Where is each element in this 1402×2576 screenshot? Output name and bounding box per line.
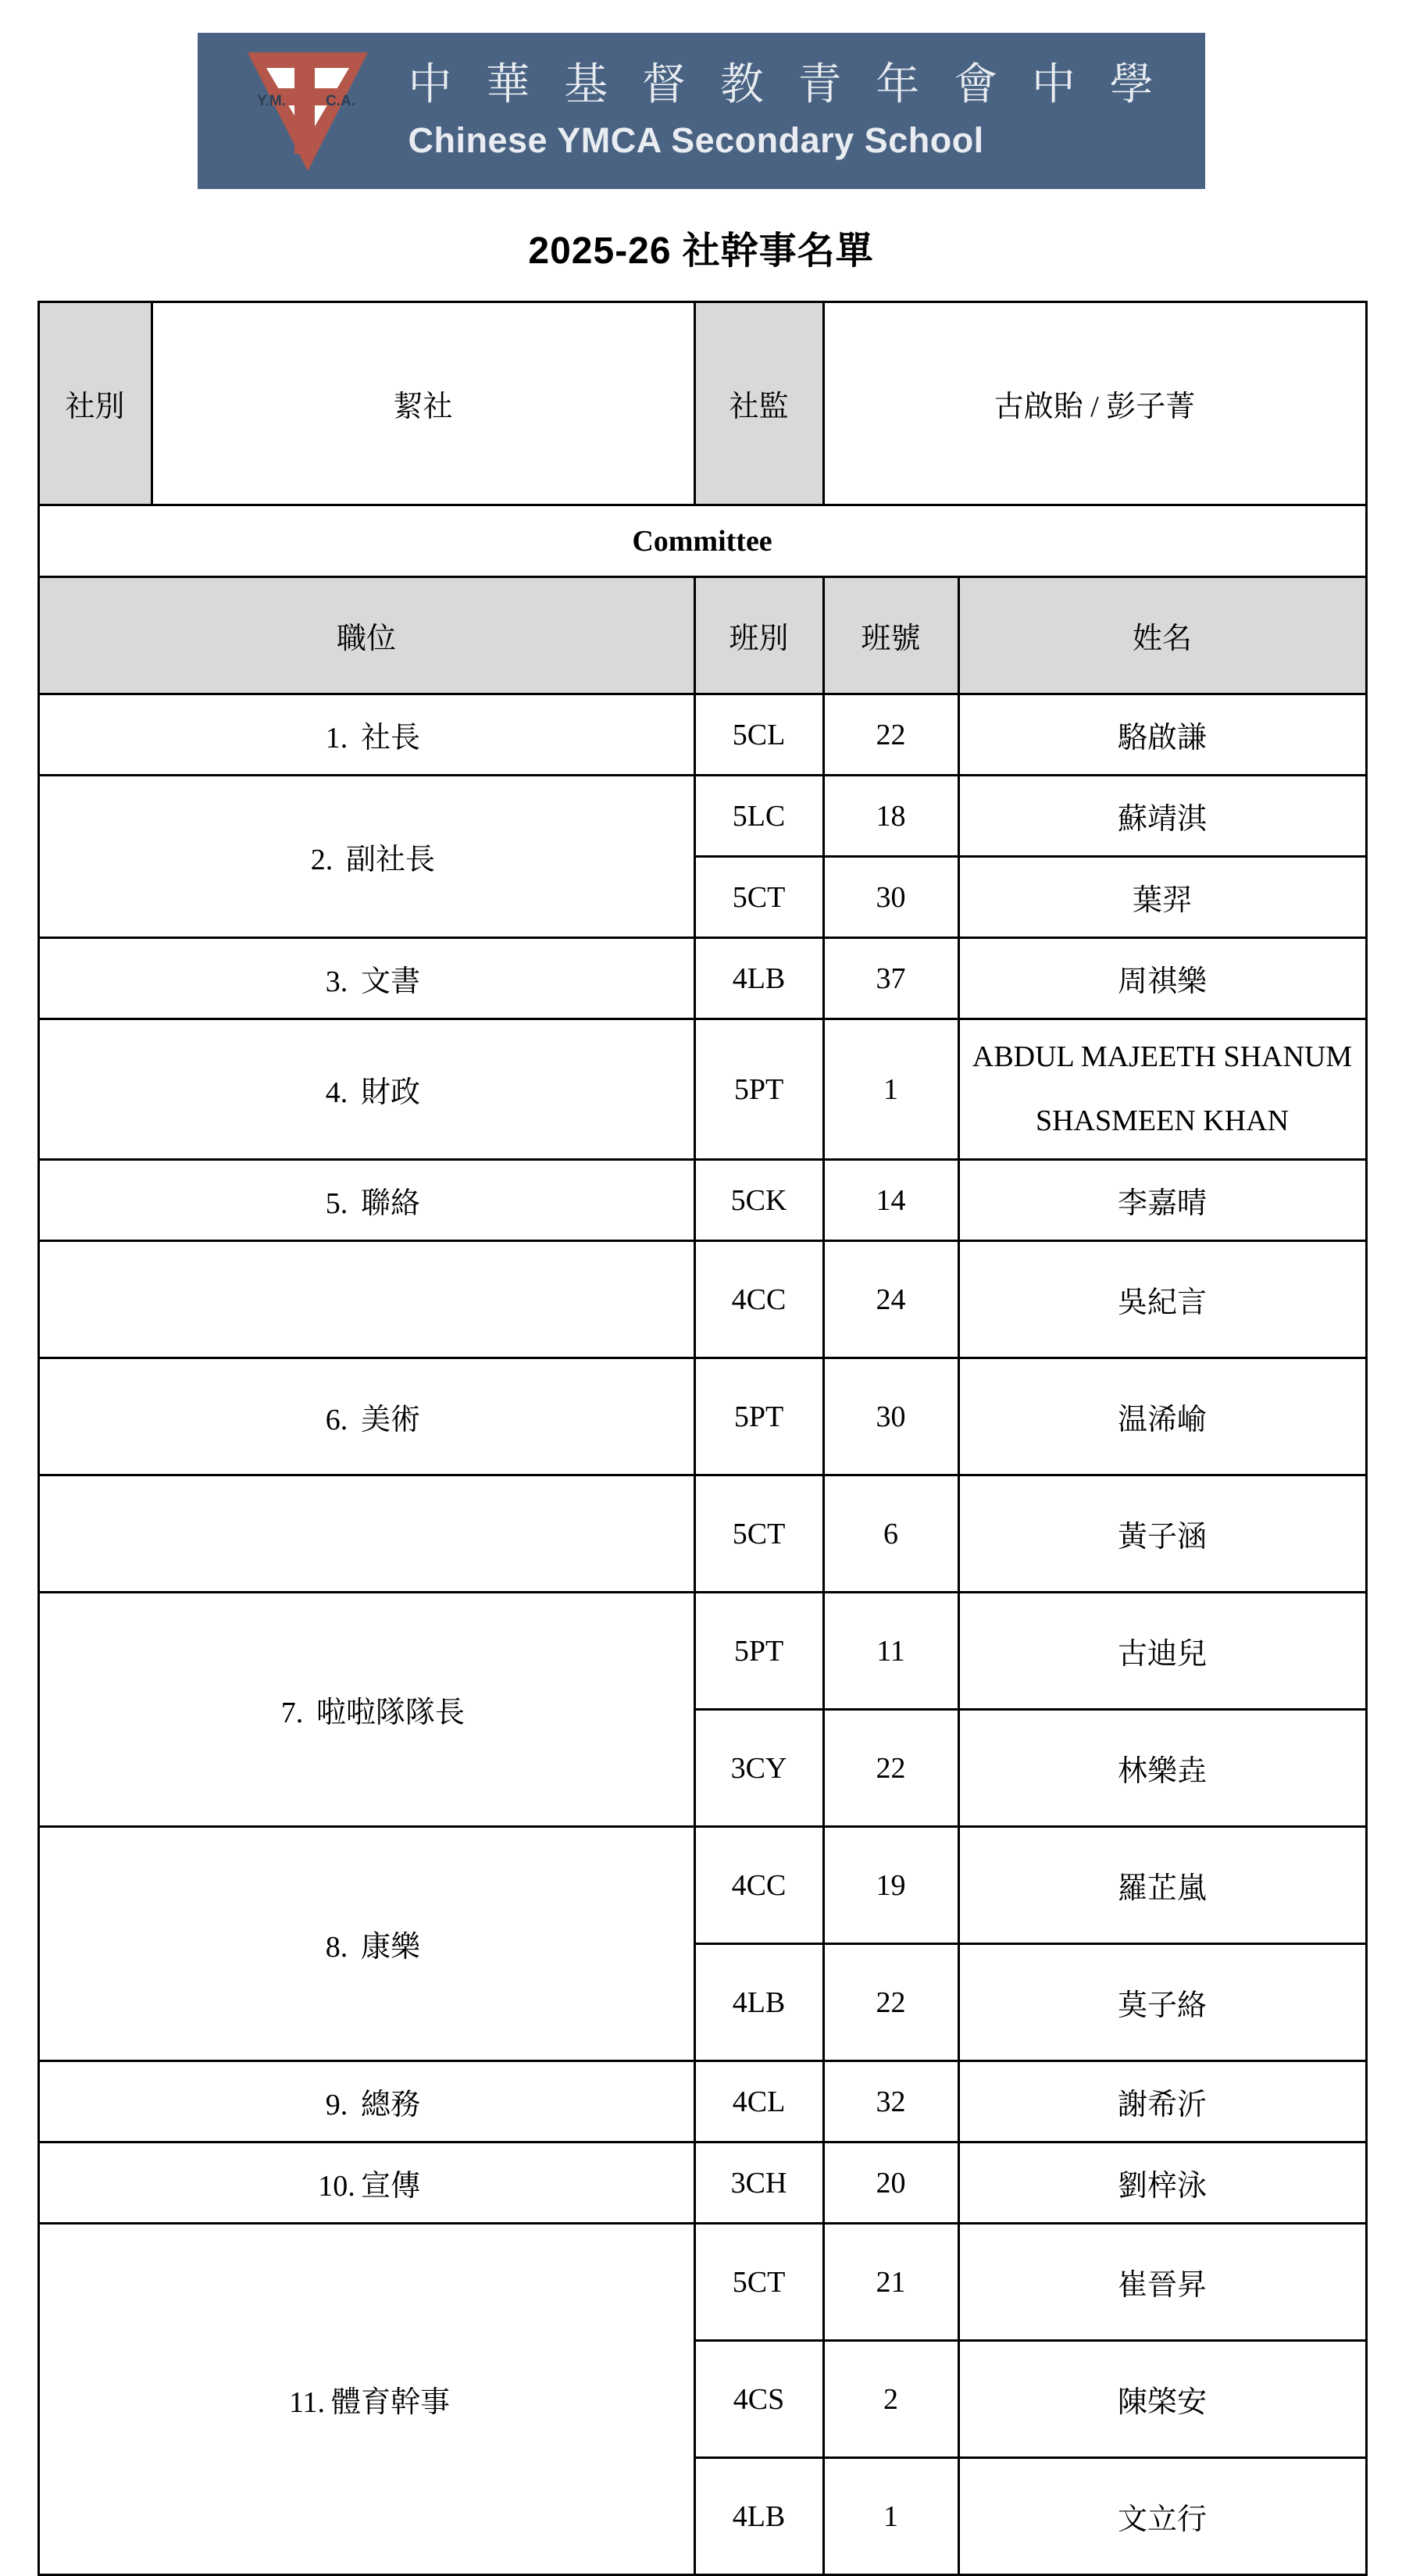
- class-cell: 4CL: [694, 2061, 823, 2143]
- number-cell: 19: [823, 1827, 958, 1944]
- position-title: 康樂: [360, 1931, 420, 1964]
- position-cell: [38, 694, 694, 776]
- class-cell: 5CT: [694, 2224, 823, 2341]
- position-number: 9.: [325, 2089, 348, 2121]
- document-title: [0, 220, 1402, 274]
- position-cell: [38, 1475, 694, 1593]
- position-cell: [38, 2143, 694, 2224]
- position-cell: [38, 2061, 694, 2143]
- name-cell: 温浠崳: [958, 1358, 1366, 1475]
- name-cell: 文立行: [958, 2458, 1366, 2575]
- table-row: [38, 1019, 1366, 1160]
- table-row: [38, 776, 1366, 857]
- number-cell: 22: [823, 1710, 958, 1827]
- class-cell: 5PT: [694, 1593, 823, 1710]
- school-name-block: [408, 60, 1164, 162]
- position-number: 7.: [280, 1697, 304, 1729]
- school-name-english: Chinese YMCA Secondary School: [408, 120, 984, 161]
- class-cell: 5CL: [694, 694, 823, 776]
- position-number: 10.: [318, 2170, 355, 2203]
- table-row: [38, 694, 1366, 776]
- table-row: [38, 1475, 1366, 1593]
- position-cell: [38, 1019, 694, 1160]
- name-cell: 駱啟謙: [958, 694, 1366, 776]
- supervisor-names-cell: 古啟貽 / 彭子菁: [823, 302, 1366, 505]
- position-title: 宣傳: [360, 2170, 420, 2203]
- name-cell: 古迪兒: [958, 1593, 1366, 1710]
- position-number: 6.: [325, 1404, 348, 1436]
- position-number: 4.: [325, 1076, 348, 1109]
- svg-text:C.A.: C.A.: [325, 93, 355, 109]
- number-cell: 30: [823, 1358, 958, 1475]
- number-cell: 21: [823, 2224, 958, 2341]
- name-cell: 莫子絡: [958, 1944, 1366, 2061]
- position-title: 聯絡: [360, 1187, 420, 1220]
- class-cell: 4CS: [694, 2341, 823, 2458]
- ymca-logo-icon: [234, 45, 382, 177]
- table-row: [38, 1241, 1366, 1358]
- roster-table-container: [37, 301, 1365, 2576]
- position-title: 副社長: [345, 844, 435, 876]
- name-cell: 吳紀言: [958, 1241, 1366, 1358]
- position-cell: [38, 1241, 694, 1358]
- name-line-1: ABDUL MAJEETH SHANUM: [972, 1040, 1353, 1073]
- house-info-row: [38, 302, 1366, 505]
- table-row: [38, 938, 1366, 1019]
- class-cell: 4LB: [694, 938, 823, 1019]
- name-cell: 羅芷嵐: [958, 1827, 1366, 1944]
- name-cell: 謝希沂: [958, 2061, 1366, 2143]
- number-cell: 24: [823, 1241, 958, 1358]
- class-cell: 5PT: [694, 1019, 823, 1160]
- header-name: 姓名: [958, 577, 1366, 694]
- class-cell: 4LB: [694, 2458, 823, 2575]
- position-title: 社長: [360, 722, 420, 755]
- table-row: [38, 1358, 1366, 1475]
- position-number: 8.: [325, 1931, 348, 1964]
- number-cell: 22: [823, 1944, 958, 2061]
- position-title: 啦啦隊隊長: [316, 1697, 465, 1729]
- table-row: [38, 1593, 1366, 1710]
- house-name-cell: 絜社: [152, 302, 694, 505]
- position-cell: [38, 1160, 694, 1241]
- position-title: 美術: [360, 1404, 420, 1436]
- position-title: 體育幹事: [330, 2386, 450, 2419]
- position-title: 財政: [360, 1076, 420, 1109]
- header-class: 班別: [694, 577, 823, 694]
- number-cell: 18: [823, 776, 958, 857]
- class-cell: 4CC: [694, 1827, 823, 1944]
- committee-section-row: [38, 505, 1366, 577]
- position-number: 11.: [288, 2386, 326, 2419]
- name-cell: 李嘉晴: [958, 1160, 1366, 1241]
- number-cell: 22: [823, 694, 958, 776]
- class-cell: 5CK: [694, 1160, 823, 1241]
- position-cell: [38, 938, 694, 1019]
- position-number: 3.: [325, 965, 348, 998]
- committee-roster-table: [37, 301, 1368, 2576]
- position-number: 1.: [325, 722, 348, 755]
- number-cell: 32: [823, 2061, 958, 2143]
- header-position: 職位: [38, 577, 694, 694]
- name-cell: 陳棨安: [958, 2341, 1366, 2458]
- name-cell: 蘇靖淇: [958, 776, 1366, 857]
- class-cell: 5PT: [694, 1358, 823, 1475]
- position-cell: [38, 2224, 694, 2575]
- position-cell: [38, 776, 694, 938]
- name-cell: 黃子涵: [958, 1475, 1366, 1593]
- name-cell: 周祺樂: [958, 938, 1366, 1019]
- position-cell: [38, 1593, 694, 1827]
- title-year: 2025-26: [528, 230, 672, 272]
- position-cell: [38, 1358, 694, 1475]
- number-cell: 11: [823, 1593, 958, 1710]
- table-row: [38, 2061, 1366, 2143]
- class-cell: 5LC: [694, 776, 823, 857]
- svg-text:Y.M.: Y.M.: [256, 93, 286, 109]
- column-header-row: [38, 577, 1366, 694]
- position-cell: [38, 1827, 694, 2061]
- number-cell: 1: [823, 2458, 958, 2575]
- position-number: 5.: [325, 1187, 348, 1220]
- class-cell: 3CY: [694, 1710, 823, 1827]
- header-banner-container: [0, 0, 1402, 189]
- table-row: [38, 2143, 1366, 2224]
- number-cell: 20: [823, 2143, 958, 2224]
- table-row: [38, 2224, 1366, 2341]
- number-cell: 6: [823, 1475, 958, 1593]
- name-cell: [958, 1019, 1366, 1160]
- class-cell: 4CC: [694, 1241, 823, 1358]
- number-cell: 14: [823, 1160, 958, 1241]
- school-name-chinese: 中 華 基 督 教 青 年 會 中 學: [408, 59, 1164, 110]
- supervisor-label-cell: 社監: [694, 302, 823, 505]
- school-banner: [198, 33, 1205, 189]
- number-cell: 2: [823, 2341, 958, 2458]
- number-cell: 37: [823, 938, 958, 1019]
- committee-section-title: Committee: [38, 505, 1366, 577]
- class-cell: 4LB: [694, 1944, 823, 2061]
- position-title: 文書: [360, 965, 420, 998]
- class-cell: 5CT: [694, 1475, 823, 1593]
- number-cell: 30: [823, 857, 958, 938]
- table-row: [38, 1160, 1366, 1241]
- position-number: 2.: [310, 844, 334, 876]
- title-text: 社幹事名單: [682, 230, 874, 272]
- name-cell: 劉梓泳: [958, 2143, 1366, 2224]
- number-cell: 1: [823, 1019, 958, 1160]
- class-cell: 5CT: [694, 857, 823, 938]
- name-cell: 葉羿: [958, 857, 1366, 938]
- house-label-cell: 社別: [38, 302, 152, 505]
- name-line-2: SHASMEEN KHAN: [1035, 1104, 1290, 1137]
- table-row: [38, 1827, 1366, 1944]
- name-cell: 林樂垚: [958, 1710, 1366, 1827]
- header-number: 班號: [823, 577, 958, 694]
- class-cell: 3CH: [694, 2143, 823, 2224]
- name-cell: 崔晉昇: [958, 2224, 1366, 2341]
- position-title: 總務: [360, 2089, 420, 2121]
